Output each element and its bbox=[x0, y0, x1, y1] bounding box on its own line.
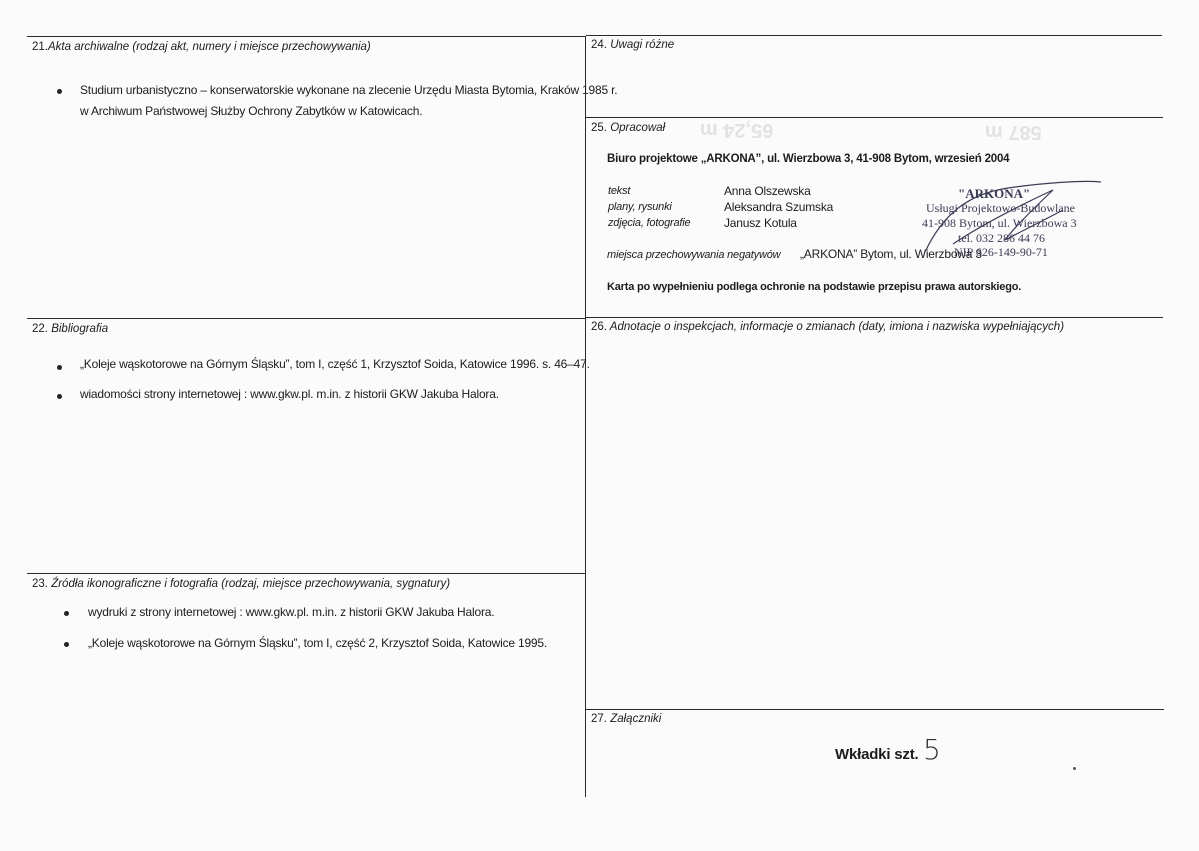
signature bbox=[913, 174, 1113, 264]
inserts-count: 5 bbox=[923, 733, 941, 766]
negatives-value: „ARKONA” Bytom, ul. Wierzbowa 3 bbox=[800, 247, 982, 261]
role-name: Janusz Kotula bbox=[724, 216, 797, 230]
bullet bbox=[57, 365, 62, 370]
showthrough-text-1: 65,24 m bbox=[700, 119, 774, 141]
stamp-line: Usługi Projektowo-Budowlane bbox=[926, 201, 1075, 215]
role-label: tekst bbox=[608, 185, 631, 197]
iconography-item: „Koleje wąskotorowe na Górnym Śląsku”, tom I, część 2, Krzysztof Soida, Katowice 1995. bbox=[88, 636, 548, 650]
section-27-title: 27. Załączniki bbox=[591, 713, 662, 725]
top-rule-right bbox=[586, 35, 1162, 36]
iconography-item: wydruki z strony internetowej : www.gkw.pl. m.in. z historii GKW Jakuba Halora. bbox=[88, 605, 495, 619]
bibliography-item: „Koleje wąskotorowe na Górnym Śląsku”, tom I, część 1, Krzysztof Soida, Katowice 1996. s. 46–47. bbox=[80, 357, 590, 371]
showthrough-text-2: 587 m bbox=[985, 121, 1042, 143]
rule-23 bbox=[27, 573, 585, 574]
section-24-title: 24. Uwagi różne bbox=[591, 39, 675, 51]
role-label: plany, rysunki bbox=[608, 201, 672, 213]
section-21-title: 21.Akta archiwalne (rodzaj akt, numery i miejsce przechowywania) bbox=[32, 41, 371, 53]
stamp-line: "ARKONA" bbox=[958, 186, 1031, 201]
stamp-line: 41-908 Bytom, ul. Wierzbowa 3 bbox=[922, 216, 1077, 230]
bullet bbox=[57, 394, 62, 399]
archive-entry-line-1: Studium urbanistyczno – konserwatorskie wykonane na zlecenie Urzędu Miasta Bytomia, Kraków 1985 r. bbox=[80, 83, 618, 97]
bullet bbox=[57, 89, 62, 94]
office-line: Biuro projektowe „ARKONA”, ul. Wierzbowa 3, 41-908 Bytom, wrzesień 2004 bbox=[607, 153, 1010, 165]
inserts-label: Wkładki szt. bbox=[835, 746, 919, 763]
center-divider bbox=[585, 36, 586, 797]
top-rule-left bbox=[27, 36, 585, 37]
stamp-line: NIP 626-149-90-71 bbox=[954, 245, 1048, 259]
role-label: zdjęcia, fotografie bbox=[608, 217, 691, 229]
ink-dot bbox=[1073, 767, 1076, 770]
bibliography-item: wiadomości strony internetowej : www.gkw.pl. m.in. z historii GKW Jakuba Halora. bbox=[80, 387, 499, 401]
rule-27 bbox=[586, 709, 1164, 710]
bullet bbox=[64, 611, 69, 616]
section-22-title: 22. Bibliografia bbox=[32, 323, 109, 335]
negatives-label: miejsca przechowywania negatywów bbox=[607, 249, 781, 261]
archive-entry-line-2: w Archiwum Państwowej Służby Ochrony Zabytków w Katowicach. bbox=[80, 104, 423, 118]
rule-26 bbox=[586, 317, 1163, 318]
stamp-line: tel. 032 286 44 76 bbox=[958, 231, 1045, 245]
section-26-title: 26. Adnotacje o inspekcjach, informacje o zmianach (daty, imiona i nazwiska wypełniających) bbox=[591, 321, 1065, 333]
rule-22 bbox=[27, 318, 585, 319]
section-23-title: 23. Źródła ikonograficzne i fotografia (rodzaj, miejsce przechowywania, sygnatury) bbox=[32, 578, 451, 590]
role-name: Anna Olszewska bbox=[724, 184, 811, 198]
company-stamp bbox=[918, 184, 1108, 264]
copyright-note: Karta po wypełnieniu podlega ochronie na podstawie przepisu prawa autorskiego. bbox=[607, 281, 1022, 293]
role-name: Aleksandra Szumska bbox=[724, 200, 834, 214]
rule-25 bbox=[586, 117, 1163, 118]
section-25-title: 25. Opracował bbox=[591, 122, 666, 134]
bullet bbox=[64, 642, 69, 647]
